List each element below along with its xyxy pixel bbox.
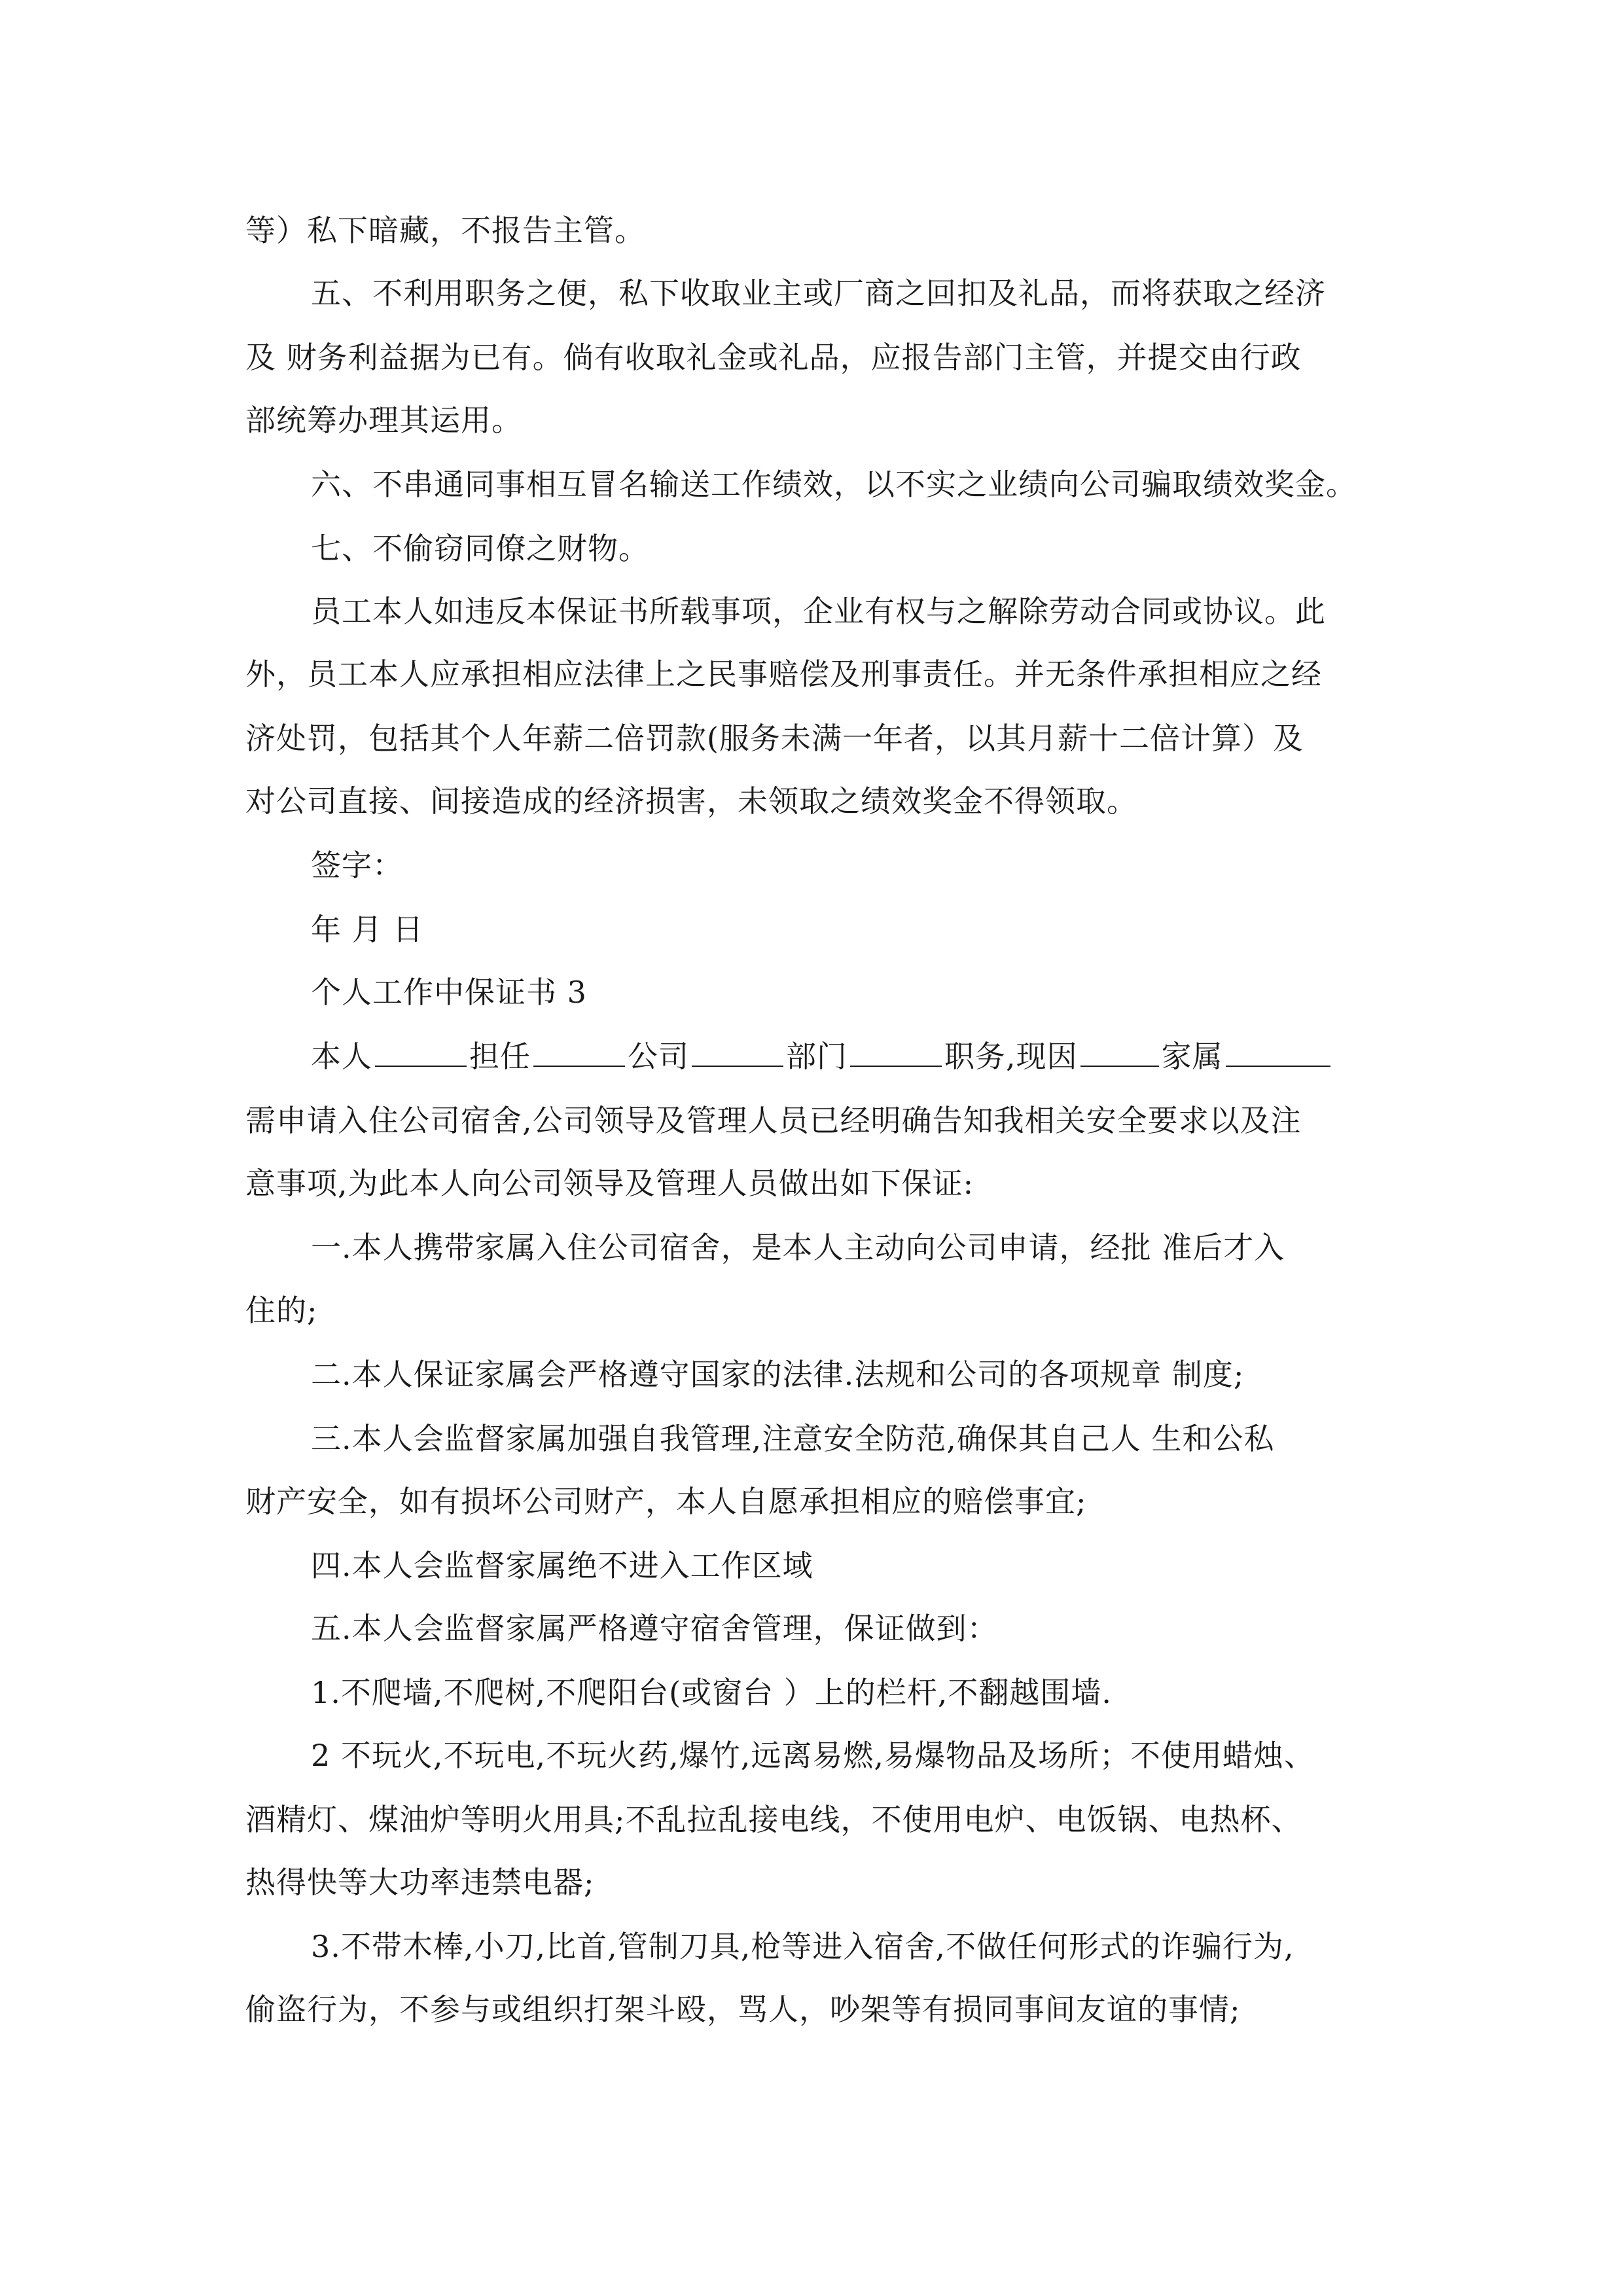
text-line: 及 财务利益据为已有。倘有收取礼金或礼品，应报告部门主管，并提交由行政	[245, 340, 1302, 375]
blank-field	[1080, 1037, 1159, 1067]
text-line: 财产安全，如有损坏公司财产，本人自愿承担相应的赔偿事宜;	[245, 1484, 1087, 1519]
fill-label: 本人	[311, 1039, 372, 1074]
fill-label: 担任	[469, 1039, 531, 1074]
text-line: 六、不串通同事相互冒名输送工作绩效，以不实之业绩向公司骗取绩效奖金。	[311, 467, 1357, 502]
text-line: 对公司直接、间接造成的经济损害，未领取之绩效奖金不得领取。	[245, 783, 1137, 819]
section-title: 个人工作中保证书 3	[311, 975, 587, 1010]
text-line: 济处罚，包括其个人年薪二倍罚款(服务未满一年者，以其月薪十二倍计算）及	[245, 721, 1304, 756]
text-line: 意事项,为此本人向公司领导及管理人员做出如下保证:	[245, 1166, 974, 1201]
text-line: 1.不爬墙,不爬树,不爬阳台(或窗台 ）上的栏杆,不翻越围墙.	[311, 1675, 1112, 1710]
text-line: 外，员工本人应承担相应法律上之民事赔偿及刑事责任。并无条件承担相应之经	[245, 656, 1322, 692]
text-line: 员工本人如违反本保证书所载事项，企业有权与之解除劳动合同或协议。此	[311, 594, 1326, 629]
text-line: 3.不带木棒,小刀,比首,管制刀具,枪等进入宿舍,不做任何形式的诈骗行为,	[311, 1929, 1294, 1964]
date-label: 年 月 日	[311, 912, 424, 947]
blank-field	[375, 1037, 467, 1067]
text-line: 等）私下暗藏，不报告主管。	[245, 213, 645, 248]
fill-label: 职务,现因	[944, 1039, 1078, 1074]
text-line: 酒精灯、煤油炉等明火用具;不乱拉乱接电线，不使用电炉、电饭锅、电热杯、	[245, 1802, 1302, 1837]
text-line: 五.本人会监督家属严格遵守宿舍管理，保证做到：	[311, 1611, 998, 1646]
fill-label: 家属	[1161, 1039, 1223, 1074]
blank-field	[692, 1037, 783, 1067]
blank-field	[850, 1037, 942, 1067]
text-line: 住的;	[245, 1293, 318, 1328]
fill-in-line	[311, 1037, 1381, 1076]
text-line: 三.本人会监督家属加强自我管理,注意安全防范,确保其自己人 生和公私	[311, 1421, 1275, 1456]
text-line: 2 不玩火,不玩电,不玩火药,爆竹,远离易燃,易爆物品及场所；不使用蜡烛、	[311, 1738, 1315, 1773]
text-line: 七、不偷窃同僚之财物。	[311, 531, 649, 566]
text-line: 二.本人保证家属会严格遵守国家的法律.法规和公司的各项规章 制度;	[311, 1357, 1245, 1392]
text-line: 五、不利用职务之便，私下收取业主或厂商之回扣及礼品，而将获取之经济	[311, 276, 1326, 311]
blank-field	[1226, 1037, 1330, 1067]
text-line: 一.本人携带家属入住公司宿舍，是本人主动向公司申请，经批 准后才入	[311, 1230, 1285, 1265]
text-line: 四.本人会监督家属绝不进入工作区域	[311, 1548, 813, 1583]
signature-label: 签字：	[311, 848, 403, 883]
text-line: 需申请入住公司宿舍,公司领导及管理人员已经明确告知我相关安全要求以及注	[245, 1103, 1302, 1138]
text-line: 部统筹办理其运用。	[245, 403, 522, 438]
fill-label: 公司	[628, 1039, 689, 1074]
text-line: 热得快等大功率违禁电器;	[245, 1865, 595, 1900]
fill-label: 部门	[786, 1039, 847, 1074]
blank-field	[533, 1037, 625, 1067]
text-line: 偷盗行为，不参与或组织打架斗殴，骂人，吵架等有损同事间友谊的事情;	[245, 1992, 1241, 2027]
